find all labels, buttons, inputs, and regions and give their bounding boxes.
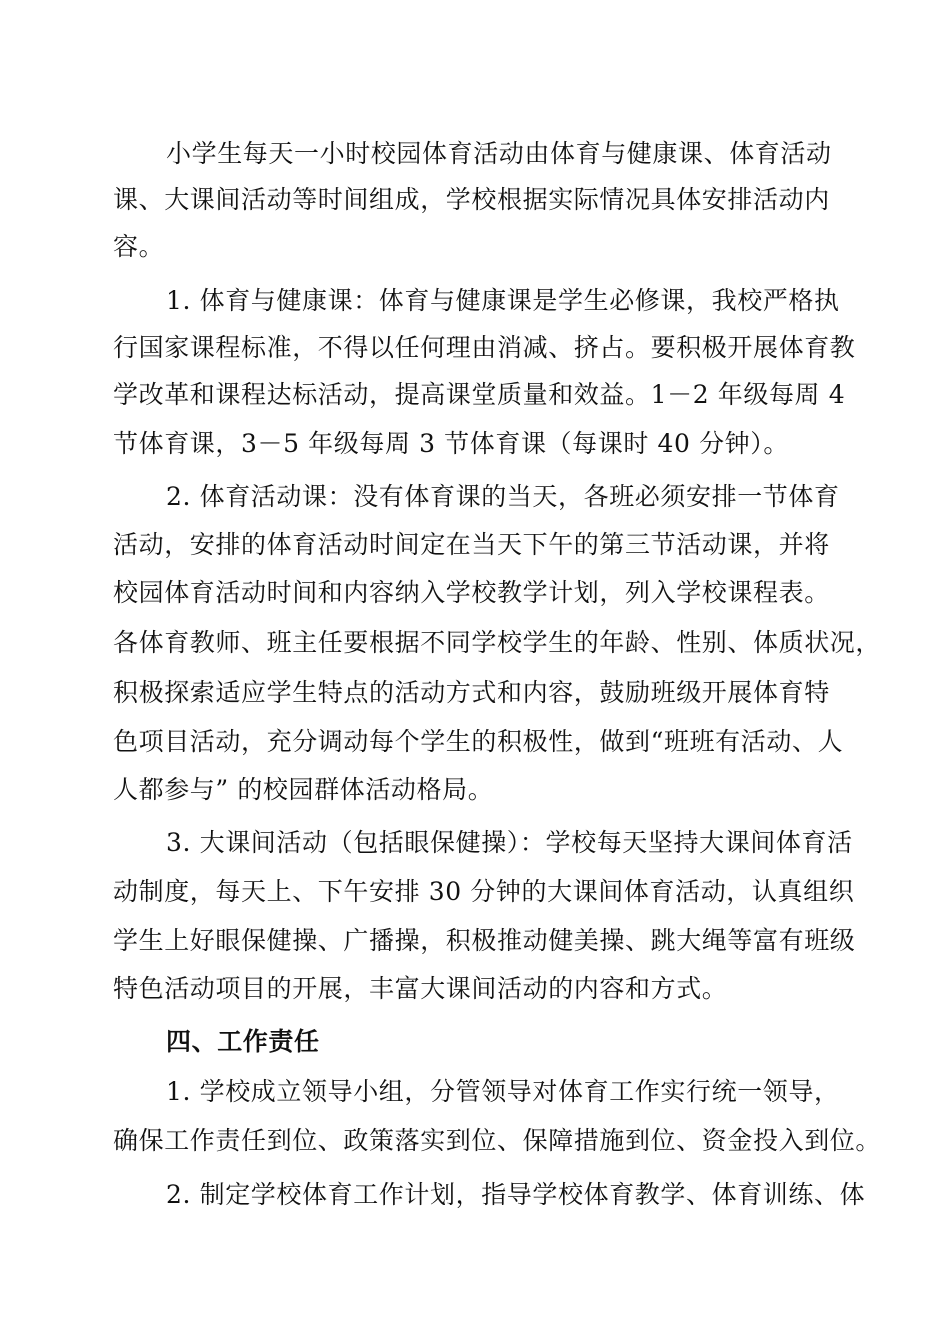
item-3-line-3: 学生上好眼保健操、广播操，积极推动健美操、跳大绳等富有班级 <box>113 926 856 955</box>
responsibility-1-line-1: 1. 学校成立领导小组，分管领导对体育工作实行统一领导， <box>166 1077 840 1106</box>
item-2-line-3: 校园体育活动时间和内容纳入学校教学计划，列入学校课程表。 <box>113 578 830 607</box>
item-2-line-5: 积极探索适应学生特点的活动方式和内容，鼓励班级开展体育特 <box>113 678 830 707</box>
item-2-line-4: 各体育教师、班主任要根据不同学校学生的年龄、性别、体质状况， <box>113 628 882 657</box>
paragraph-intro-line-2: 课、大课间活动等时间组成，学校根据实际情况具体安排活动内 <box>113 185 830 214</box>
item-3-line-2: 动制度，每天上、下午安排 30 分钟的大课间体育活动，认真组织 <box>113 877 855 906</box>
item-1-line-1: 1. 体育与健康课：体育与健康课是学生必修课，我校严格执 <box>166 286 840 315</box>
item-3-line-1: 3. 大课间活动（包括眼保健操）：学校每天坚持大课间体育活 <box>166 828 853 857</box>
responsibility-2-line-1: 2. 制定学校体育工作计划，指导学校体育教学、体育训练、体 <box>166 1180 866 1209</box>
item-2-line-1: 2. 体育活动课：没有体育课的当天，各班必须安排一节体育 <box>166 482 840 511</box>
paragraph-intro-line-3: 容。 <box>113 232 165 261</box>
item-3-line-4: 特色活动项目的开展，丰富大课间活动的内容和方式。 <box>113 974 728 1003</box>
item-2-line-2: 活动，安排的体育活动时间定在当天下午的第三节活动课，并将 <box>113 530 830 559</box>
item-2-line-7: 人都参与” 的校园群体活动格局。 <box>113 775 494 804</box>
item-2-line-6: 色项目活动，充分调动每个学生的积极性，做到“班班有活动、人 <box>113 727 844 756</box>
section-heading-work-responsibility: 四、工作责任 <box>166 1027 320 1056</box>
responsibility-1-line-2: 确保工作责任到位、政策落实到位、保障措施到位、资金投入到位。 <box>113 1126 882 1155</box>
item-1-line-3: 学改革和课程达标活动，提高课堂质量和效益。1－2 年级每周 4 <box>113 380 846 409</box>
item-1-line-4: 节体育课，3－5 年级每周 3 节体育课（每课时 40 分钟）。 <box>113 429 789 458</box>
paragraph-intro-line-1: 小学生每天一小时校园体育活动由体育与健康课、体育活动 <box>166 139 832 168</box>
item-1-line-2: 行国家课程标准，不得以任何理由消减、挤占。要积极开展体育教 <box>113 333 856 362</box>
